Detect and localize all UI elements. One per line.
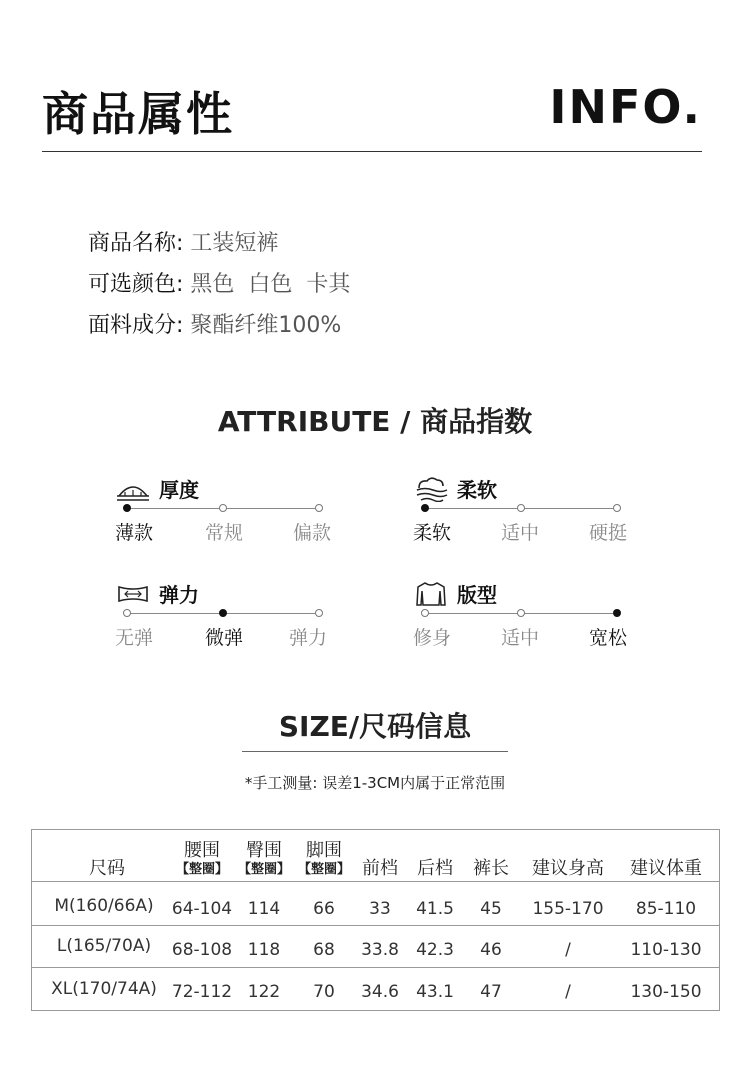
scale-dot xyxy=(613,504,621,512)
scale-option: 宽松 xyxy=(589,627,628,649)
product-colors-value: 黑色 白色 卡其 xyxy=(190,272,351,297)
product-fabric-label: 面料成分: xyxy=(88,313,184,338)
header-main: 腰围 xyxy=(184,840,220,861)
size-table xyxy=(31,829,720,1011)
product-name-value: 工装短裤 xyxy=(190,231,279,256)
scale-dot xyxy=(517,504,525,512)
scale-dot xyxy=(517,609,525,617)
header-cell: 尺码 xyxy=(89,858,125,879)
attribute-name: 厚度 xyxy=(159,478,199,502)
header-cell xyxy=(167,836,237,880)
attribute-name: 柔软 xyxy=(457,478,497,502)
sweater-icon xyxy=(413,581,449,607)
header-cell: 建议身高 xyxy=(532,858,604,879)
size-cell: L(165/70A) xyxy=(56,936,152,956)
scale-dot xyxy=(219,609,227,617)
hem-cell: 68 xyxy=(313,940,335,960)
scale-option: 无弹 xyxy=(115,627,154,649)
height-cell: / xyxy=(565,940,571,960)
hip-cell: 118 xyxy=(247,940,281,960)
product-fabric-row xyxy=(88,312,341,340)
header-cell: 建议体重 xyxy=(630,858,702,879)
size-cell: XL(170/74A) xyxy=(51,979,157,999)
title-divider xyxy=(42,151,702,152)
scale-option: 弹力 xyxy=(289,627,328,649)
scale-option: 柔软 xyxy=(413,522,452,544)
waist-cell: 68-108 xyxy=(171,940,233,960)
scale-option: 适中 xyxy=(501,522,540,544)
cloud-wind-icon xyxy=(413,476,449,502)
height-cell: 155-170 xyxy=(532,899,604,919)
hip-cell: 114 xyxy=(247,899,281,919)
attribute-name: 弹力 xyxy=(159,583,199,607)
front-rise-cell: 33 xyxy=(369,899,391,919)
product-name-label: 商品名称: xyxy=(88,231,184,256)
scale-option: 适中 xyxy=(501,627,540,649)
attribute-name: 版型 xyxy=(457,583,497,607)
weight-cell: 85-110 xyxy=(635,899,697,919)
scale-dot xyxy=(123,504,131,512)
front-rise-cell: 33.8 xyxy=(361,940,399,960)
front-rise-cell: 34.6 xyxy=(361,982,399,1002)
scale-option: 硬挺 xyxy=(589,522,628,544)
header-cell xyxy=(233,836,295,880)
header-main: 臀围 xyxy=(246,840,282,861)
table-row xyxy=(32,882,719,926)
table-header-row xyxy=(32,830,719,882)
page-title-english: INFO. xyxy=(549,80,702,134)
length-cell: 47 xyxy=(480,982,502,1002)
header-main: 脚围 xyxy=(306,840,342,861)
scale-option: 偏款 xyxy=(293,522,332,544)
scale-option: 常规 xyxy=(205,522,244,544)
scale-dot xyxy=(219,504,227,512)
stretch-icon xyxy=(115,581,151,607)
product-fabric-value: 聚酯纤维100% xyxy=(190,313,342,338)
scale-dot xyxy=(421,609,429,617)
hip-cell: 122 xyxy=(247,982,281,1002)
back-rise-cell: 42.3 xyxy=(416,940,454,960)
size-note: *手工测量: 误差1-3CM内属于正常范围 xyxy=(244,774,506,792)
product-name-row xyxy=(88,230,278,258)
size-title: SIZE/尺码信息 xyxy=(278,710,472,743)
hem-cell: 70 xyxy=(313,982,335,1002)
header-cell: 前档 xyxy=(362,858,398,879)
waist-cell: 64-104 xyxy=(171,899,233,919)
weight-cell: 130-150 xyxy=(630,982,702,1002)
back-rise-cell: 41.5 xyxy=(416,899,454,919)
scale-option: 修身 xyxy=(413,627,452,649)
header-sub: 【整圈】 xyxy=(175,862,228,877)
attribute-title: ATTRIBUTE / 商品指数 xyxy=(217,405,533,438)
scale-option: 薄款 xyxy=(115,522,154,544)
table-row xyxy=(32,968,719,1010)
waist-cell: 72-112 xyxy=(171,982,233,1002)
header-cell: 后档 xyxy=(417,858,453,879)
table-row xyxy=(32,926,719,968)
length-cell: 46 xyxy=(480,940,502,960)
scale-dot xyxy=(123,609,131,617)
header-sub: 【整圈】 xyxy=(237,862,290,877)
product-colors-label: 可选颜色: xyxy=(88,272,184,297)
length-cell: 45 xyxy=(480,899,502,919)
size-divider xyxy=(242,751,508,752)
scale-dot xyxy=(613,609,621,617)
header-sub: 【整圈】 xyxy=(297,862,350,877)
scale-dot xyxy=(315,609,323,617)
hem-cell: 66 xyxy=(313,899,335,919)
scale-dot xyxy=(315,504,323,512)
scale-dot xyxy=(421,504,429,512)
back-rise-cell: 43.1 xyxy=(416,982,454,1002)
header-cell xyxy=(291,836,357,880)
ruler-icon xyxy=(115,476,151,502)
header-cell: 裤长 xyxy=(473,858,509,879)
product-colors-row xyxy=(88,271,350,299)
size-cell: M(160/66A) xyxy=(54,896,154,916)
weight-cell: 110-130 xyxy=(630,940,702,960)
page-title: 商品属性 xyxy=(42,87,234,141)
height-cell: / xyxy=(565,982,571,1002)
scale-option: 微弹 xyxy=(205,627,244,649)
